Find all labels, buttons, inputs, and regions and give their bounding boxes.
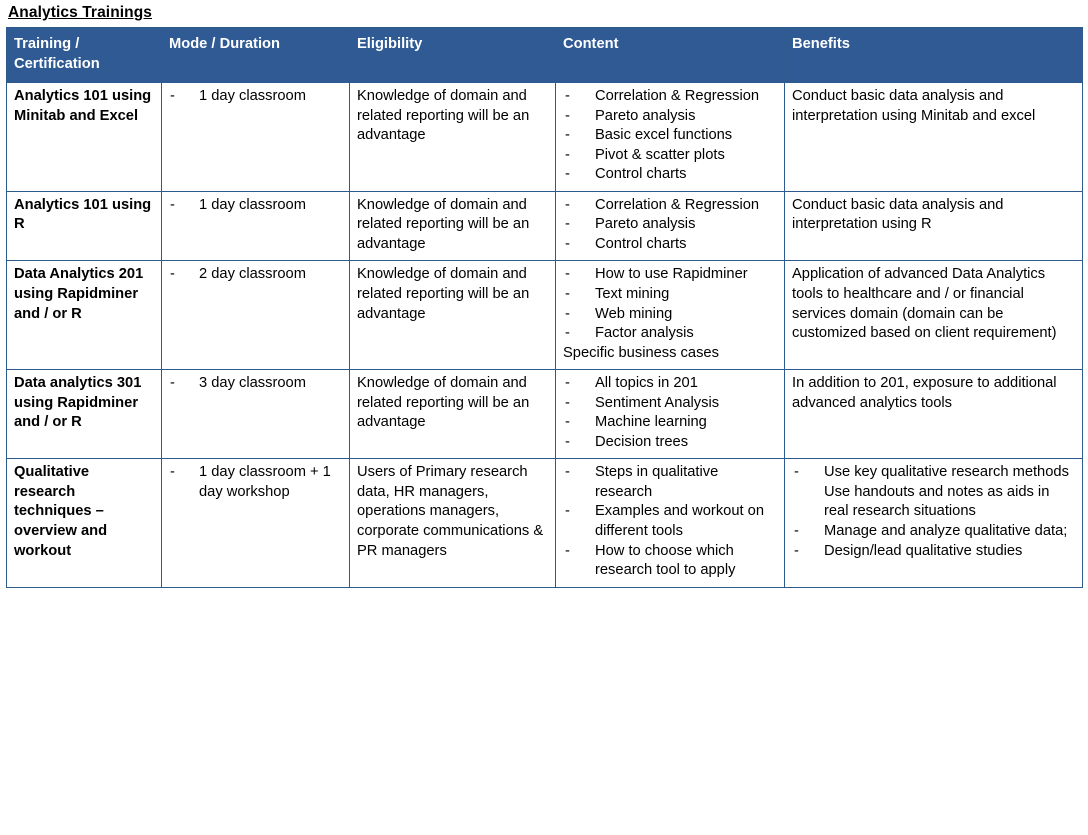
list-item: - Use key qualitative research methods Use handouts and notes as aids in real research situations xyxy=(792,463,1075,522)
content-extra-line: Specific business cases xyxy=(563,344,719,361)
page-title: Analytics Trainings xyxy=(8,4,153,21)
cell-training: Data Analytics 201 using Rapidminer and / or R xyxy=(7,261,162,370)
cell-eligibility: Users of Primary research data, HR managers, operations managers, corporate communications & PR managers xyxy=(350,459,556,587)
list-item: - Correlation & Regression xyxy=(563,87,777,107)
list-item: - Web mining xyxy=(563,305,777,325)
table-row xyxy=(7,459,1083,587)
cell-training: Qualitative research techniques – overview and workout xyxy=(7,459,162,587)
list-item: - Text mining xyxy=(563,285,777,305)
column-header-benefits: Benefits xyxy=(785,28,1083,83)
cell-mode xyxy=(162,459,350,587)
list-item: - 1 day classroom xyxy=(169,196,342,216)
cell-mode xyxy=(162,191,350,261)
cell-benefits: In addition to 201, exposure to additional advanced analytics tools xyxy=(785,370,1083,459)
column-header-mode: Mode / Duration xyxy=(162,28,350,83)
list-item: - Control charts xyxy=(563,235,777,255)
cell-content xyxy=(556,459,785,587)
list-item: - Pivot & scatter plots xyxy=(563,146,777,166)
list-item: - How to choose which research tool to apply xyxy=(563,542,777,581)
list-item: - Correlation & Regression xyxy=(563,196,777,216)
cell-eligibility: Knowledge of domain and related reporting will be an advantage xyxy=(350,83,556,192)
cell-training: Data analytics 301 using Rapidminer and / or R xyxy=(7,370,162,459)
list-item: - Machine learning xyxy=(563,413,777,433)
list-item: - Sentiment Analysis xyxy=(563,394,777,414)
cell-eligibility: Knowledge of domain and related reporting will be an advantage xyxy=(350,261,556,370)
list-item: - 2 day classroom xyxy=(169,265,342,285)
cell-mode xyxy=(162,83,350,192)
column-header-training: Training / Certification xyxy=(7,28,162,83)
cell-mode xyxy=(162,370,350,459)
cell-content xyxy=(556,370,785,459)
cell-training: Analytics 101 using Minitab and Excel xyxy=(7,83,162,192)
cell-mode xyxy=(162,261,350,370)
column-header-content: Content xyxy=(556,28,785,83)
list-item: - Pareto analysis xyxy=(563,107,777,127)
cell-benefits: Conduct basic data analysis and interpretation using Minitab and excel xyxy=(785,83,1083,192)
column-header-eligibility: Eligibility xyxy=(350,28,556,83)
cell-eligibility: Knowledge of domain and related reporting will be an advantage xyxy=(350,370,556,459)
analytics-trainings-table xyxy=(6,27,1083,588)
table-row xyxy=(7,191,1083,261)
cell-content xyxy=(556,191,785,261)
list-item: - Design/lead qualitative studies xyxy=(792,542,1075,562)
table-row xyxy=(7,261,1083,370)
list-item: - Basic excel functions xyxy=(563,126,777,146)
list-item: - Control charts xyxy=(563,165,777,185)
list-item: - Examples and workout on different tools xyxy=(563,502,777,541)
list-item: - Manage and analyze qualitative data; xyxy=(792,522,1075,542)
cell-eligibility: Knowledge of domain and related reporting will be an advantage xyxy=(350,191,556,261)
list-item: - 1 day classroom + 1 day workshop xyxy=(169,463,342,502)
list-item: - All topics in 201 xyxy=(563,374,777,394)
list-item: - Steps in qualitative research xyxy=(563,463,777,502)
table-header-row xyxy=(7,28,1083,83)
table-row xyxy=(7,370,1083,459)
list-item: - 1 day classroom xyxy=(169,87,342,107)
list-item: - Pareto analysis xyxy=(563,215,777,235)
cell-content xyxy=(556,261,785,370)
list-item: - Decision trees xyxy=(563,433,777,453)
list-item: - Factor analysis xyxy=(563,324,777,344)
table-row xyxy=(7,83,1083,192)
cell-benefits: Conduct basic data analysis and interpretation using R xyxy=(785,191,1083,261)
cell-content xyxy=(556,83,785,192)
cell-benefits xyxy=(785,459,1083,587)
list-item: - 3 day classroom xyxy=(169,374,342,394)
list-item: - How to use Rapidminer xyxy=(563,265,777,285)
cell-training: Analytics 101 using R xyxy=(7,191,162,261)
cell-benefits: Application of advanced Data Analytics tools to healthcare and / or financial services domain (domain can be customized based on client requirement) xyxy=(785,261,1083,370)
